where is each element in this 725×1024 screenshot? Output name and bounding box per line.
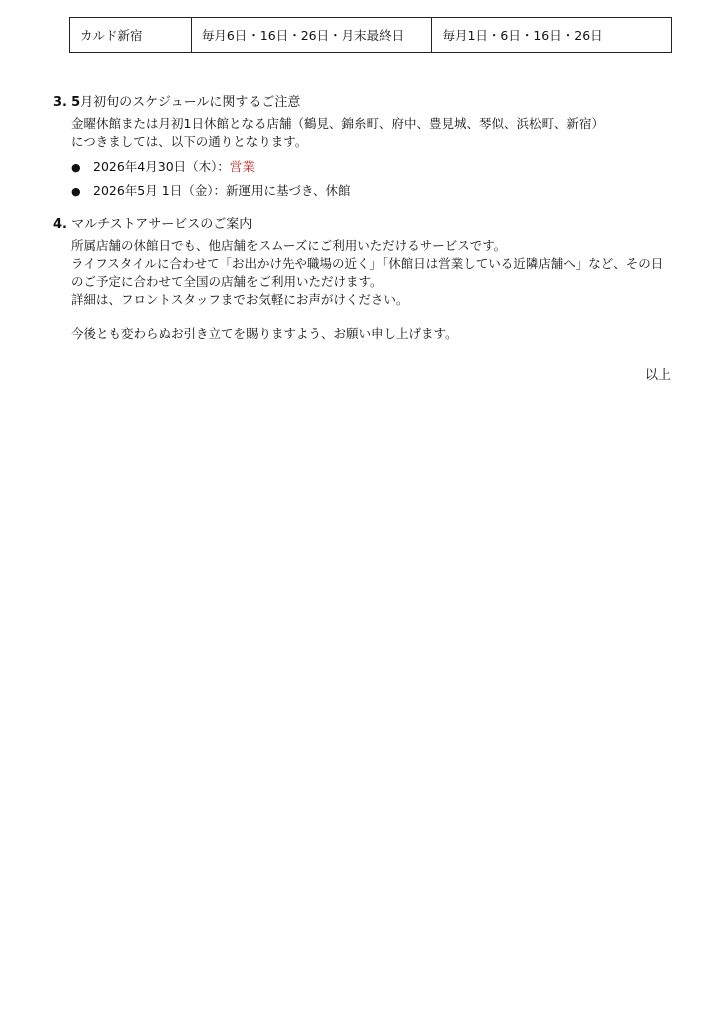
paragraph-line: 金曜休館または月初1日休館となる店舗（鶴見、錦糸町、府中、豊見城、琴似、浜松町、新宿） — [71, 116, 604, 131]
bullet-item — [71, 157, 255, 175]
closing-message: 今後とも変わらぬお引き立てを賜りますよう、お願い申し上げます。 — [71, 326, 458, 341]
section-4-paragraph — [71, 237, 663, 309]
section-3-heading-text: 月初旬のスケジュールに関するご注意 — [80, 95, 301, 110]
bullet-text: 2026年4月30日（木）： — [93, 159, 230, 174]
section-3-paragraph — [71, 115, 604, 151]
table-row — [70, 18, 672, 53]
bullet-icon: ● — [71, 185, 81, 198]
bullet-icon: ● — [71, 161, 81, 174]
section-4-number: 4. — [53, 217, 67, 232]
paragraph-line: につきましては、以下の通りとなります。 — [71, 134, 308, 149]
bullet-item — [71, 181, 350, 199]
section-3-number: 3. — [53, 95, 67, 110]
bullet-text: 2026年5月 1日（金）：新運用に基づき、休館 — [93, 183, 351, 198]
table-cell-store: カルド新宿 — [70, 18, 192, 53]
bullet-highlight: 営業 — [229, 159, 255, 174]
section-3-heading-num: 5 — [71, 95, 81, 110]
table-cell-old-schedule: 毎月6日・16日・26日・月末最終日 — [191, 18, 432, 53]
section-4-heading-text: マルチストアサービスのご案内 — [71, 217, 253, 232]
paragraph-line: のご予定に合わせて全国の店舗をご利用いただけます。 — [71, 274, 383, 289]
paragraph-line: 所属店舗の休館日でも、他店舗をスムーズにご利用いただけるサービスです。 — [71, 238, 507, 253]
section-3-heading — [53, 91, 300, 110]
paragraph-line: ライフスタイルに合わせて「お出かけ先や職場の近く」「休館日は営業している近隣店舗へ」など、その日 — [71, 256, 664, 271]
section-4-heading — [53, 213, 252, 232]
table-cell-new-schedule: 毎月1日・6日・16日・26日 — [432, 18, 672, 53]
closing-word: 以上 — [644, 368, 671, 383]
paragraph-line: 詳細は、フロントスタッフまでお気軽にお声がけください。 — [71, 292, 409, 307]
schedule-table — [69, 17, 672, 53]
